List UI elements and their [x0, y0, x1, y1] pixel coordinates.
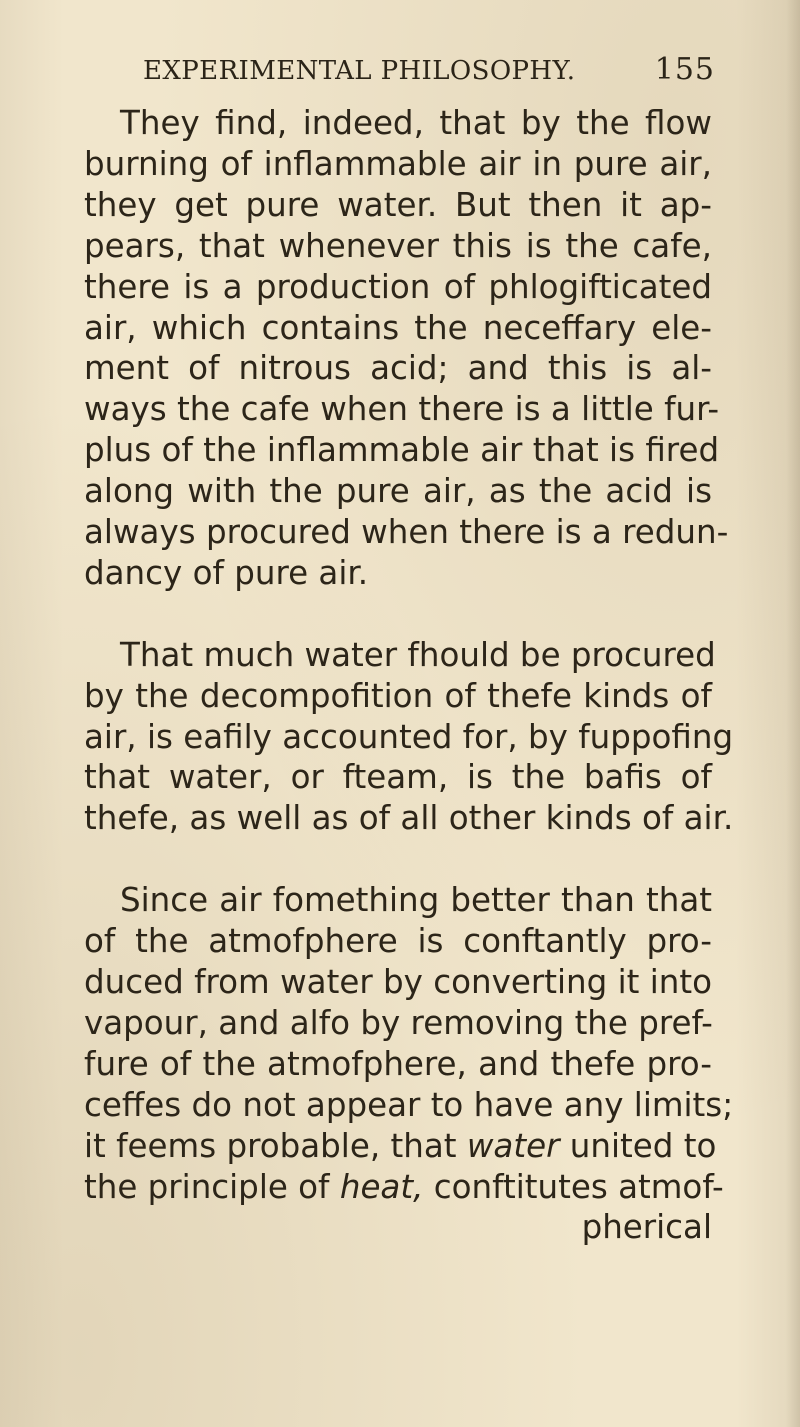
- text-line: ceffes do not appear to have any limits;: [84, 1085, 734, 1124]
- text-run: conftitutes atmof-: [433, 1167, 724, 1206]
- text-line: that water, or fteam, is the bafis of: [84, 758, 712, 797]
- text-line: They find, indeed, that by the flow: [120, 104, 712, 142]
- body-text: [84, 103, 734, 1289]
- text-line: plus of the inflammable air that is fired: [84, 431, 720, 470]
- text-line: dancy of pure air.: [84, 553, 369, 592]
- paragraph-1: [84, 103, 729, 594]
- text-line: by the decompofition of thefe kinds of: [84, 676, 712, 715]
- text-line: duced from water by converting it into: [84, 963, 712, 1001]
- page-number: 155: [654, 52, 715, 87]
- catchword: pherical: [581, 1208, 712, 1247]
- text-line: That much water fhould be procured: [120, 635, 716, 674]
- text-line: ment of nitrous acid; and this is al-: [84, 349, 712, 388]
- text-line: there is a production of phlogifticated: [84, 267, 712, 306]
- text-line: of the atmofphere is conftantly pro-: [84, 922, 712, 961]
- italic-word-heat: heat,: [339, 1167, 424, 1206]
- text-run: united to: [569, 1126, 717, 1165]
- text-line: burning of inflammable air in pure air,: [84, 144, 712, 183]
- text-line: Since air fomething better than that: [120, 881, 712, 920]
- text-line: thefe, as well as of all other kinds of air.: [84, 799, 734, 838]
- text-run: the principle of: [84, 1167, 330, 1206]
- running-head: [143, 52, 715, 87]
- text-line: fure of the atmofphere, and thefe pro-: [84, 1044, 712, 1083]
- text-run: it feems probable, that: [84, 1126, 457, 1165]
- text-line: ways the cafe when there is a little fur-: [84, 390, 720, 429]
- text-line: air, which contains the neceffary ele-: [84, 308, 712, 347]
- text-line: along with the pure air, as the acid is: [84, 472, 712, 511]
- text-line: air, is eafily accounted for, by fuppofing: [84, 717, 734, 756]
- page-edge-shadow: [786, 0, 800, 1427]
- text-line-with-italic: [84, 1167, 724, 1208]
- text-line: pears, that whenever this is the cafe,: [84, 226, 712, 265]
- text-line: vapour, and alfo by removing the pref-: [84, 1003, 713, 1042]
- italic-word-water: water: [466, 1126, 560, 1165]
- text-line: always procured when there is a redun-: [84, 513, 729, 552]
- text-line-with-italic: [84, 1126, 717, 1167]
- paragraph-3: [84, 880, 734, 1248]
- running-head-title: EXPERIMENTAL PHILOSOPHY.: [143, 56, 576, 86]
- text-line: they get pure water. But then it ap-: [84, 185, 712, 224]
- paragraph-2: [84, 635, 734, 840]
